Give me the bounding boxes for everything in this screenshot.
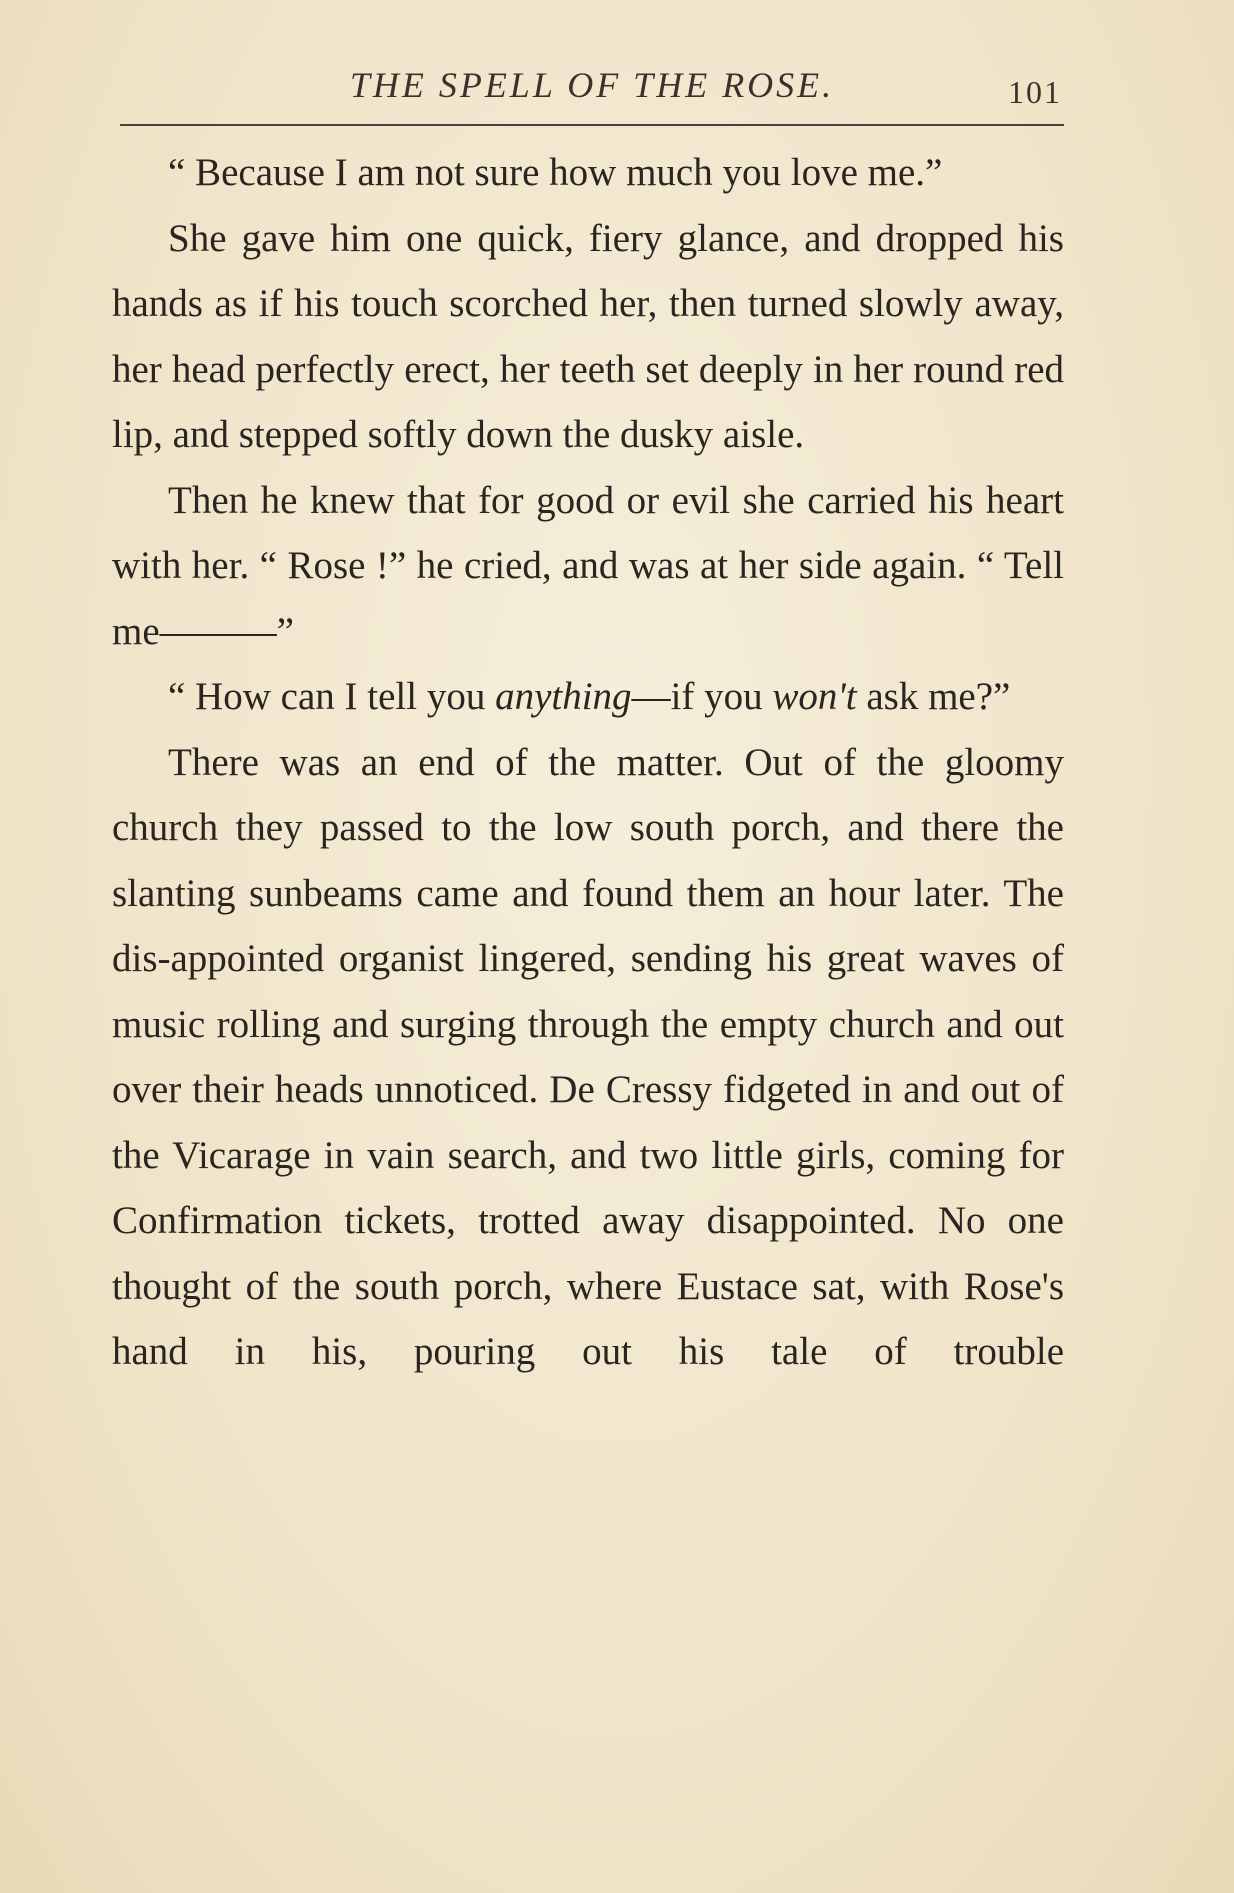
header-rule [120, 124, 1064, 126]
paragraph-4-start: “ How can I tell you [168, 675, 496, 718]
paragraph-4-middle: —if you [631, 675, 773, 718]
page-number: 101 [1008, 74, 1062, 110]
paragraph-4 [112, 664, 1064, 730]
paragraph-1: “ Because I am not sure how much you love me.” [168, 151, 943, 194]
paragraph-4-end: ask me?” [856, 675, 1011, 718]
running-title: THE SPELL OF THE ROSE. [349, 65, 835, 105]
emphasis-anything: anything [495, 675, 632, 718]
body-text [112, 140, 1064, 1385]
emphasis-wont: won't [772, 675, 857, 718]
paragraph-3: Then he knew that for good or evil she carried his heart with her. “ Rose !” he cried, and was at her side again. “ Tell me———” [112, 478, 1064, 653]
page-header [120, 60, 1064, 120]
paragraph-5: There was an end of the matter. Out of the gloomy church they passed to the low south porch, and there the slanting sunbeams came and found them an hour later. The dis-appointed organist lingered, sending his great waves of music rolling and surging through the empty church and out over their heads unnoticed. De Cressy fidgeted in and out of the Vicarage in vain search, and two little girls, coming for Confirmation tickets, trotted away disappointed. No one thought of the south porch, where Eustace sat, with Rose's hand in his, pouring out his tale of trouble [112, 740, 1064, 1373]
paragraph-2: She gave him one quick, fiery glance, and dropped his hands as if his touch scorched her, then turned slowly away, her head perfectly erect, her teeth set deeply in her round red lip, and stepped softly down the dusky aisle. [112, 216, 1064, 456]
